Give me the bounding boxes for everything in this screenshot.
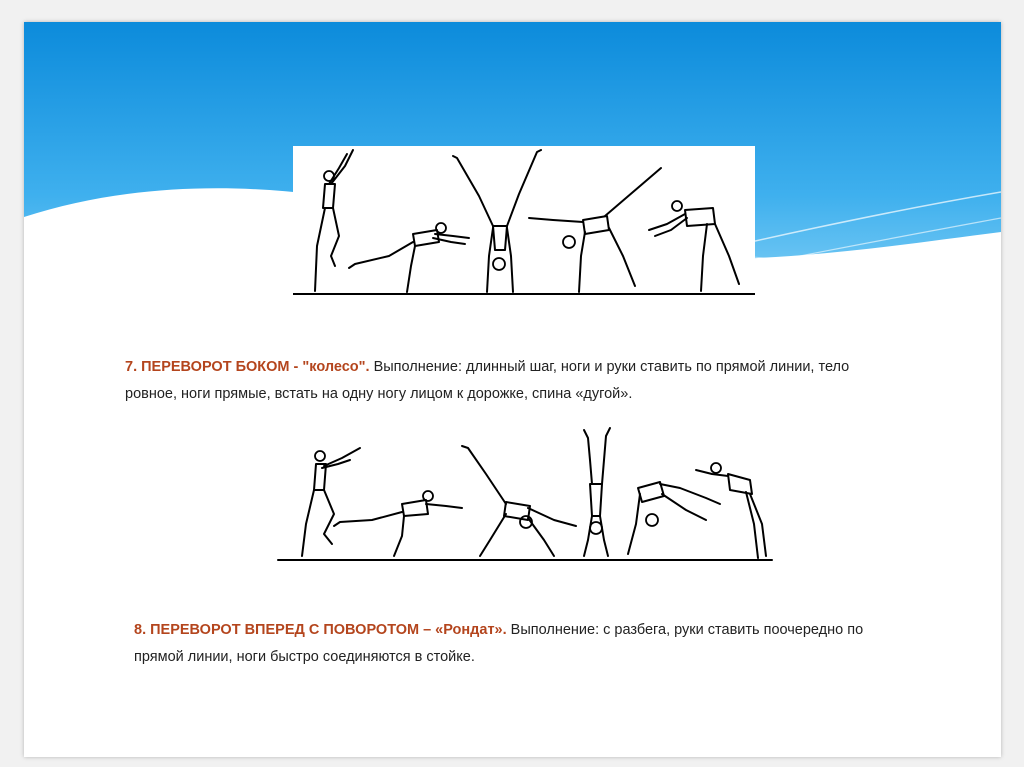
- round-off-title: 8. ПЕРЕВОРОТ ВПЕРЕД С ПОВОРОТОМ – «Рондат».: [134, 622, 507, 638]
- cartwheel-description: Выполнение: длинный шаг, ноги и руки ставить по прямой линии, тело ровное, ноги прямые, встать на одну ногу лицом к дорожке, спина «дугой».: [125, 359, 850, 402]
- slide: [24, 22, 1001, 757]
- round-off-description: Выполнение: с разбега, руки ставить поочередно по прямой линии, ноги быстро соединяются в стойке.: [134, 622, 864, 665]
- cartwheel-caption: [125, 354, 885, 408]
- round-off-caption: [134, 617, 914, 671]
- cartwheel-illustration: [293, 146, 755, 298]
- round-off-illustration: [276, 424, 776, 564]
- cartwheel-title: 7. ПЕРЕВОРОТ БОКОМ - "колесо".: [125, 359, 370, 375]
